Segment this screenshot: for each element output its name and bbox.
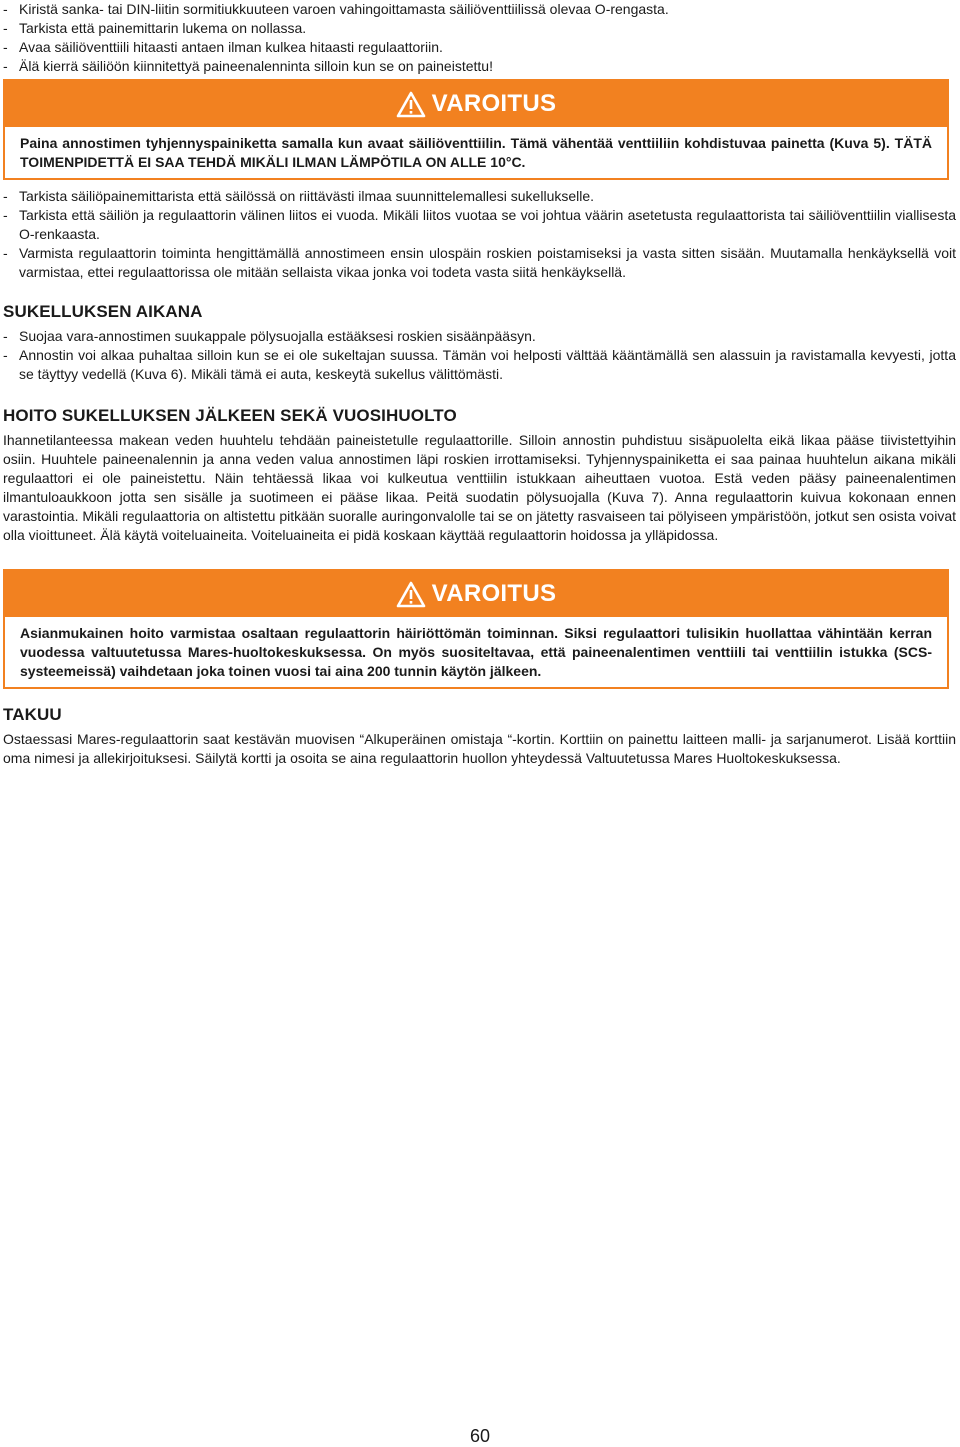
check-instruction-list [3, 187, 956, 282]
list-item: - Suojaa vara-annostimen suukappale pölysuojalla estääksesi roskien sisäänpääsyn. [3, 327, 956, 346]
list-item: - Tarkista että säiliön ja regulaattorin välinen liitos ei vuoda. Mikäli liitos vuotaa se voi johtua väärin asetetusta regulaattorista tai säiliöventtiilin viallisesta O-renkaasta. [3, 206, 956, 244]
list-item: - Avaa säiliöventtiili hitaasti antaen ilman kulkea hitaasti regulaattoriin. [3, 38, 956, 57]
warning-text: Paina annostimen tyhjennyspainiketta samalla kun avaat säiliöventtiilin. Tämä vähentää venttiiliin kohdistuvaa painetta (Kuva 5). TÄTÄ TOIMENPIDETTÄ EI SAA TEHDÄ MIKÄLI ILMAN LÄMPÖTILA ON ALLE 10°C. [5, 127, 947, 178]
section-heading: TAKUU [3, 705, 62, 724]
warning-triangle-icon [396, 91, 426, 118]
warning-triangle-icon [396, 581, 426, 608]
warning-header [5, 571, 947, 617]
care-paragraph: Ihannetilanteessa makean veden huuhtelu tehdään paineistetulle regulaattorille. Silloin annostin puhdistuu sisäpuolelta eikä likaa pääse tiivistettyihin osiin. Huuhtele paineenalennin ja anna veden valua annostimen läpi roskien irrottamiseksi. Tyhjennyspainiketta ei saa painaa huuhtelun aikana mikäli regulaattori ei ole paineistettu. Näin tehtäessä likaa voi kulkeutua venttiilin istukkaan aiheuttaen vuotoa. Estä veden pääsy paineenalentimen ilmantuloaukkoon jotta sen sisälle ja suotimeen ei pääse likaa. Peitä suodatin pölysuojalla (Kuva 7). Anna regulaattorin kuivua kokonaan ennen varastointia. Mikäli regulaattoria on altistettu pitkään suoralle auringonvalolle tai se on jätetty rasvaiseen tai pölyiseen ympäristöön, jotkut sen osista voivat olla vioittuneet. Älä käytä voiteluaineita. Voiteluaineita ei pidä koskaan käyttää regulaattorin hoidossa ja ylläpidossa. [3, 432, 956, 543]
warning-header [5, 81, 947, 127]
list-item: - Tarkista säiliöpainemittarista että säilössä on riittävästi ilmaa suunnittelemallesi sukellukselle. [3, 187, 956, 206]
warning-title: VAROITUS [431, 580, 557, 607]
warranty-section [3, 704, 956, 768]
warranty-paragraph: Ostaessasi Mares-regulaattorin saat kestävän muovisen “Alkuperäinen omistaja “-kortin. Korttiin on painettu laitteen malli- ja sarjanumerot. Lisää korttiin oma nimesi ja allekirjoituksesi. Säilytä kortti ja osoita se aina regulaattorin huollon yhteydessä Valtuutetussa Mares Huoltokeskuksessa. [3, 731, 956, 766]
top-instruction-list [3, 0, 956, 76]
list-item: - Varmista regulaattorin toiminta hengittämällä annostimeen ensin ulospäin roskien poistamiseksi ja vasta sitten sisään. Muutamalla henkäyksellä voit varmistaa, ettei regulaattorissa ole mitään sellaista vikaa jonka voi todeta vasta siitä henkäyksellä. [3, 244, 956, 282]
warning-title: VAROITUS [431, 90, 557, 117]
list-item: - Kiristä sanka- tai DIN-liitin sormitiukkuuteen varoen vahingoittamasta säiliöventtiilissä olevaa O-rengasta. [3, 0, 956, 19]
warning-box [3, 79, 949, 180]
list-item: - Tarkista että painemittarin lukema on nollassa. [3, 19, 956, 38]
care-section [3, 405, 956, 545]
page-number: 60 [469, 1426, 491, 1446]
list-item: - Annostin voi alkaa puhaltaa silloin kun se ei ole sukeltajan suussa. Tämän voi helposti välttää kääntämällä sen alassuin ja ravistamalla kevyesti, jotta se täyttyy vedellä (Kuva 6). Mikäli tämä ei auta, keskeytä sukellus välittömästi. [3, 346, 956, 384]
list-item: - Älä kierrä säiliöön kiinnitettyä paineenalenninta silloin kun se on paineistettu! [3, 57, 956, 76]
section-heading: SUKELLUKSEN AIKANA [3, 302, 203, 321]
warning-box [3, 569, 949, 689]
section-heading: HOITO SUKELLUKSEN JÄLKEEN SEKÄ VUOSIHUOLTO [3, 406, 457, 425]
during-dive-section [3, 301, 956, 384]
warning-text: Asianmukainen hoito varmistaa osaltaan regulaattorin häiriöttömän toiminnan. Siksi regulaattori tulisikin huollattaa vähintään kerran vuodessa valtuutetussa Mares-huoltokeskuksessa. On myös suositeltavaa, että paineenalentimen venttiili tai venttiilin istukka (SCS-systeemeissä) vaihdetaan joka toinen vuosi tai aina 200 tunnin käytön jälkeen. [5, 617, 947, 687]
